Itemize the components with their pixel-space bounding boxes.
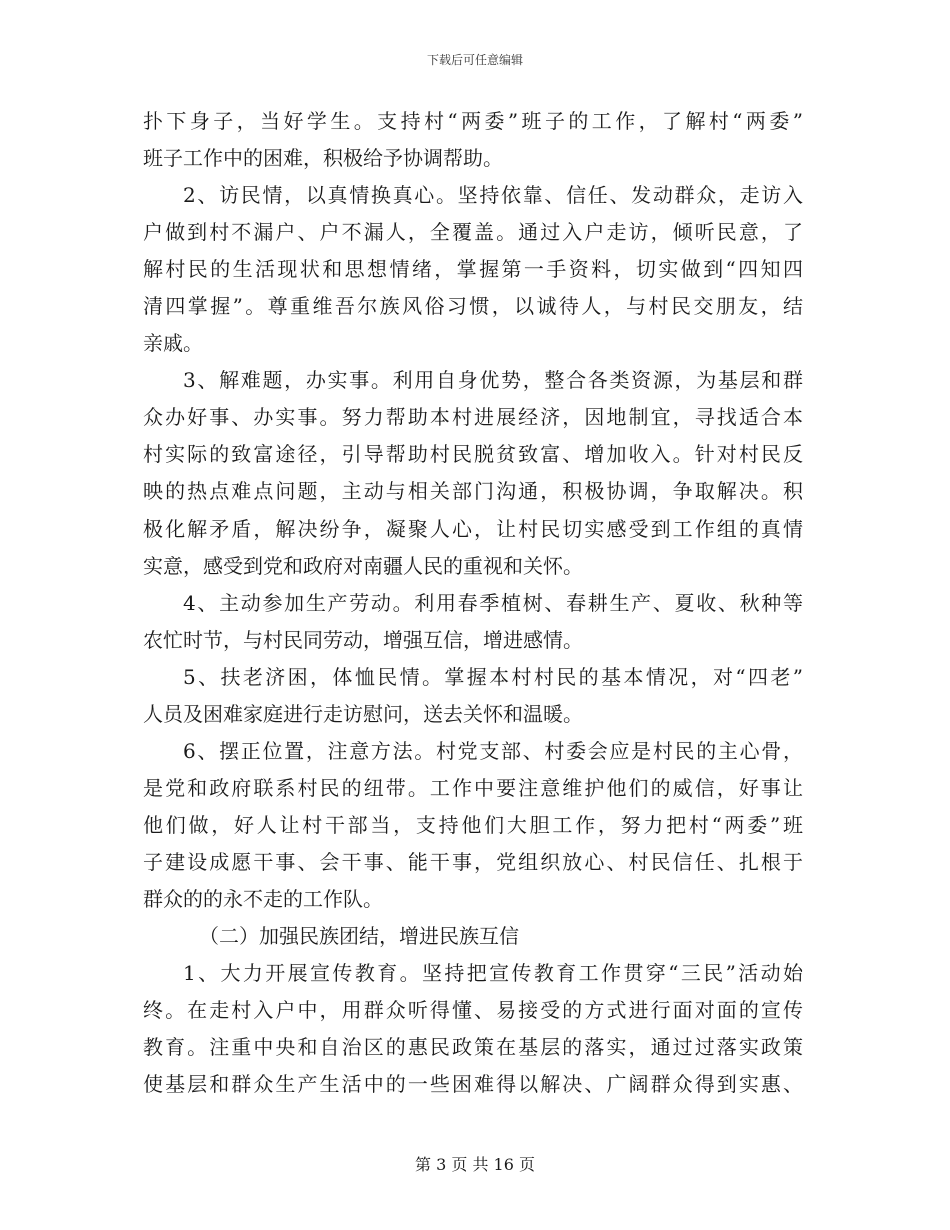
text-line: 扑下身子，当好学生。支持村“两委”班子的工作，了解村“两委” [143, 109, 803, 133]
paragraph [143, 103, 803, 177]
text-line: 他们做，好人让村干部当，支持他们大胆工作，努力把村“两委”班 [143, 812, 803, 837]
text-line: 5、扶老济困，体恤民情。掌握本村村民的基本情况，对“四老” [183, 664, 803, 689]
text-line: 村实际的致富途径，引导帮助村民脱贫致富、增加收入。针对村民反 [143, 442, 803, 467]
paragraph [143, 585, 803, 659]
text-line: 解村民的生活现状和思想情绪，掌握第一手资料，切实做到“四知四 [143, 257, 803, 282]
paragraph [143, 362, 803, 584]
text-line: 亲戚。 [143, 331, 203, 356]
text-line: 户做到村不漏户、户不漏人，全覆盖。通过入户走访，倾听民意，了 [143, 220, 803, 245]
text-line: 3、解难题，办实事。利用自身优势，整合各类资源，为基层和群 [183, 368, 803, 393]
text-line: 6、摆正位置，注意方法。村党支部、村委会应是村民的主心骨， [183, 738, 803, 763]
page-number-footer: 第 3 页 共 16 页 [415, 1155, 535, 1174]
text-line: 1、大力开展宣传教育。坚持把宣传教育工作贯穿“三民”活动始 [183, 961, 803, 986]
text-line: 班子工作中的困难，积极给予协调帮助。 [143, 146, 503, 171]
page-header: 下载后可任意编辑 [426, 53, 523, 67]
text-line: 众办好事、办实事。努力帮助本村进展经济，因地制宜，寻找适合本 [143, 405, 803, 430]
text-line: 教育。注重中央和自治区的惠民政策在基层的落实，通过过落实政策 [143, 1035, 803, 1060]
text-line: 子建设成愿干事、会干事、能干事，党组织放心、村民信任、扎根于 [143, 849, 803, 874]
text-line: 人员及困难家庭进行走访慰问，送去关怀和温暖。 [143, 701, 583, 726]
text-line: 极化解矛盾，解决纷争，凝聚人心，让村民切实感受到工作组的真情 [143, 516, 803, 541]
text-line: 实意，感受到党和政府对南疆人民的重视和关怀。 [143, 553, 583, 578]
text-line: 终。在走村入户中，用群众听得懂、易接受的方式进行面对面的宣传 [143, 998, 803, 1023]
paragraph [143, 733, 803, 918]
section-heading [143, 918, 803, 955]
text-line: （二）加强民族团结，增进民族互信 [199, 924, 519, 949]
text-line: 4、主动参加生产劳动。利用春季植树、春耕生产、夏收、秋种等 [183, 590, 803, 615]
text-line: 2、访民情，以真情换真心。坚持依靠、信任、发动群众，走访入 [183, 183, 803, 208]
paragraph [143, 955, 803, 1103]
paragraph [143, 659, 803, 733]
text-line: 是党和政府联系村民的纽带。工作中要注意维护他们的威信，好事让 [143, 775, 803, 800]
document-body [143, 103, 803, 1103]
text-line: 使基层和群众生产生活中的一些困难得以解决、广阔群众得到实惠、 [143, 1072, 803, 1097]
text-line: 映的热点难点问题，主动与相关部门沟通，积极协调，争取解决。积 [143, 479, 803, 504]
text-line: 农忙时节，与村民同劳动，增强互信，增进感情。 [143, 627, 583, 652]
paragraph [143, 177, 803, 362]
text-line: 清四掌握”。尊重维吾尔族风俗习惯，以诚待人，与村民交朋友，结 [143, 294, 803, 319]
text-line: 群众的的永不走的工作队。 [143, 886, 383, 911]
